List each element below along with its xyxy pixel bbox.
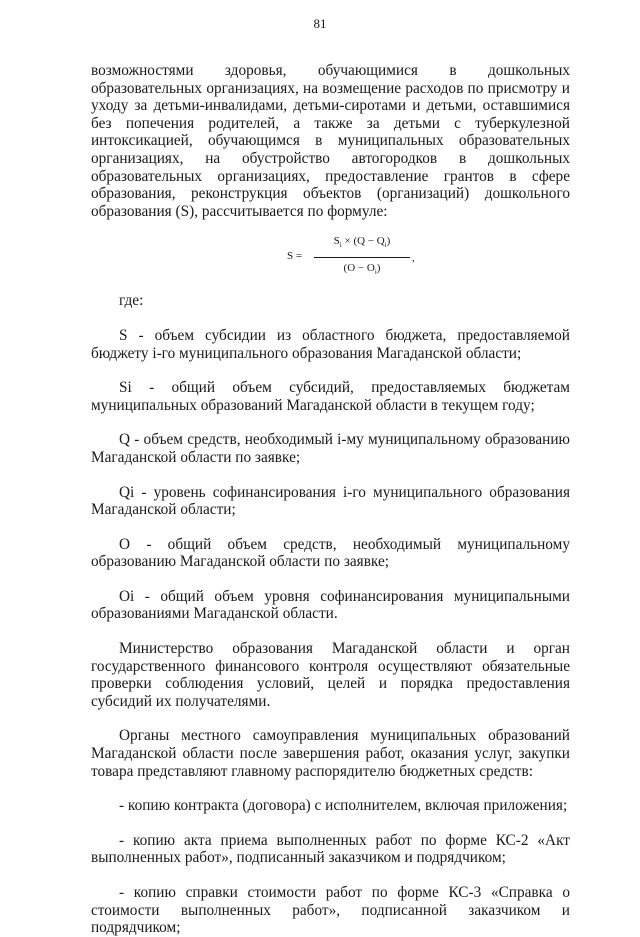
body-paragraph: Министерство образования Магаданской области и орган государственного финансового контроля осуществляют обязательные проверки соблюдения условий, целей и порядка предоставления субсидий их получателями. [91, 640, 570, 710]
where-label: где: [119, 292, 144, 310]
list-item: - копию справки стоимости работ по форме КС-3 «Справка о стоимости выполненных работ», подписанной заказчиком и подрядчиком; [91, 884, 570, 937]
page-number: 81 [313, 16, 327, 31]
subsidy-formula [91, 230, 570, 282]
list-item: - копию контракта (договора) с исполнителем, включая приложения; [119, 797, 568, 815]
body-paragraph: Органы местного самоуправления муниципальных образований Магаданской области после завершения работ, оказания услуг, закупки товара представляют главному распорядителю бюджетных средств: [91, 727, 570, 780]
definition-item: Si - общий объем субсидий, предоставляемых бюджетам муниципальных образований Магаданской области в текущем году; [91, 379, 570, 414]
definition-item: O - общий объем средств, необходимый муниципальному образованию Магаданской области по заявке; [91, 535, 570, 571]
formula-lhs: S = [287, 250, 303, 263]
definition-item: Oi - общий объем уровня софинансирования муниципальными образованиями Магаданской области. [91, 587, 570, 623]
formula-numerator: $S_i \times (Q - Q_i)$ [333, 235, 391, 250]
formula-comma: , [412, 252, 415, 265]
list-item: - копию акта приема выполненных работ по форме КС-2 «Акт выполненных работ», подписанный заказчиком и подрядчиком; [91, 831, 570, 867]
formula-fraction [314, 233, 410, 282]
intro-paragraph: возможностями здоровья, обучающимися в дошкольных образовательных организациях, на возмещение расходов по присмотру и уходу за детьми-инвалидами, детьми-сиротами и детьми, оставшимися без попечения родителей, а также за детьми с туберкулезной интоксикацией, обучающимся в муниципальных образовательных организациях, на обустройство автогородков в дошкольных образовательных организациях, предоставление грантов в сфере образования, реконструкция объектов (организаций) дошкольного образования (S), рассчитывается по формуле: [91, 62, 570, 220]
formula-denominator: $(O - O_i)$ [343, 262, 381, 277]
document-body [91, 62, 570, 937]
definition-item: Q - объем средств, необходимый i-му муниципальному образованию Магаданской области по заявке; [91, 431, 570, 466]
definition-item: S - объем субсидии из областного бюджета, предоставляемой бюджету i-го муниципального образования Магаданской области; [91, 326, 570, 362]
definition-item: Qi - уровень софинансирования i-го муниципального образования Магаданской области; [91, 483, 570, 519]
